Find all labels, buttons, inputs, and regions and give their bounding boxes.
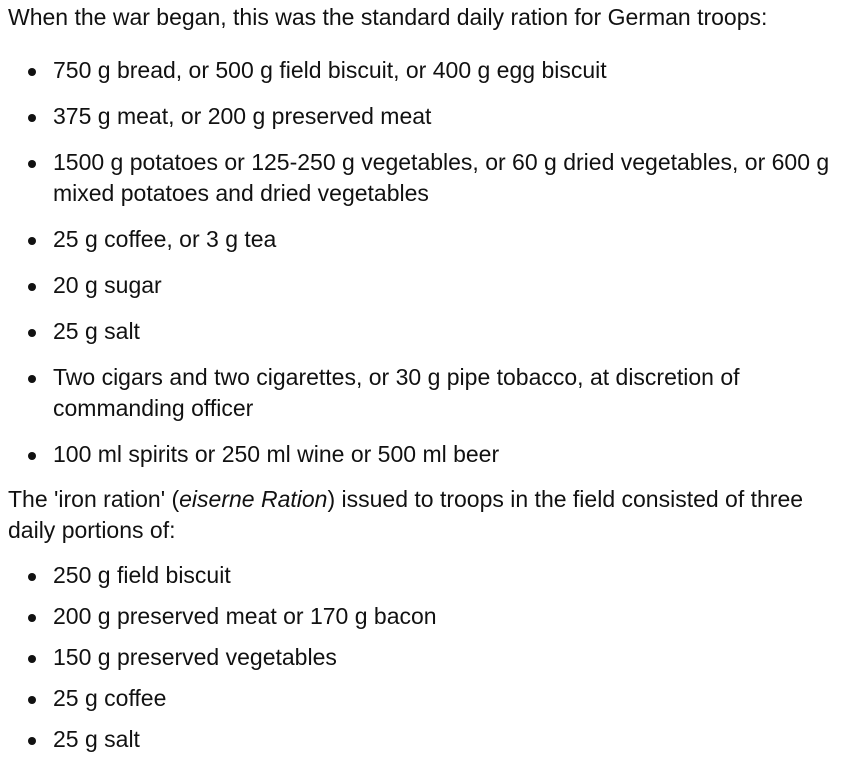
bullet-icon: [28, 160, 36, 168]
list-item-text: Two cigars and two cigarettes, or 30 g pipe tobacco, at discretion of commanding officer: [53, 364, 740, 421]
list-item-text: 25 g salt: [53, 318, 140, 344]
bullet-icon: [28, 237, 36, 245]
bullet-icon: [28, 614, 36, 622]
list-item: [8, 101, 856, 132]
list-item: [8, 270, 856, 301]
list-item: [8, 316, 856, 347]
bullet-icon: [28, 737, 36, 745]
bullet-icon: [28, 655, 36, 663]
list-item-text: 25 g coffee: [53, 685, 167, 711]
iron-ration-text-after: ) issued to troops in the field consisted of three daily portions of:: [8, 486, 804, 543]
bullet-icon: [28, 573, 36, 581]
iron-ration-list: [8, 560, 856, 755]
bullet-icon: [28, 696, 36, 704]
list-item-text: 250 g field biscuit: [53, 562, 231, 588]
list-item-text: 750 g bread, or 500 g field biscuit, or 400 g egg biscuit: [53, 57, 607, 83]
list-item: [8, 642, 856, 673]
bullet-icon: [28, 68, 36, 76]
list-item: [8, 683, 856, 714]
bullet-icon: [28, 375, 36, 383]
iron-ration-term: eiserne Ration: [179, 486, 328, 512]
iron-ration-paragraph: [8, 484, 856, 546]
bullet-icon: [28, 452, 36, 460]
list-item: [8, 55, 856, 86]
list-item-text: 100 ml spirits or 250 ml wine or 500 ml beer: [53, 441, 500, 467]
list-item-text: 25 g coffee, or 3 g tea: [53, 226, 277, 252]
bullet-icon: [28, 329, 36, 337]
document-body: [8, 2, 856, 755]
list-item: [8, 560, 856, 591]
list-item: [8, 439, 856, 470]
list-item: [8, 362, 856, 424]
list-item-text: 150 g preserved vegetables: [53, 644, 337, 670]
list-item: [8, 724, 856, 755]
list-item-text: 375 g meat, or 200 g preserved meat: [53, 103, 432, 129]
intro-paragraph: When the war began, this was the standard daily ration for German troops:: [8, 4, 768, 30]
list-item: [8, 601, 856, 632]
bullet-icon: [28, 114, 36, 122]
iron-ration-text-before: The 'iron ration' (: [8, 486, 180, 512]
list-item: [8, 147, 856, 209]
list-item-text: 1500 g potatoes or 125-250 g vegetables, or 60 g dried vegetables, or 600 g mixed potatoes and dried vegetables: [53, 149, 830, 206]
list-item-text: 20 g sugar: [53, 272, 162, 298]
list-item-text: 200 g preserved meat or 170 g bacon: [53, 603, 437, 629]
list-item: [8, 224, 856, 255]
standard-ration-list: [8, 55, 856, 470]
list-item-text: 25 g salt: [53, 726, 140, 752]
bullet-icon: [28, 283, 36, 291]
